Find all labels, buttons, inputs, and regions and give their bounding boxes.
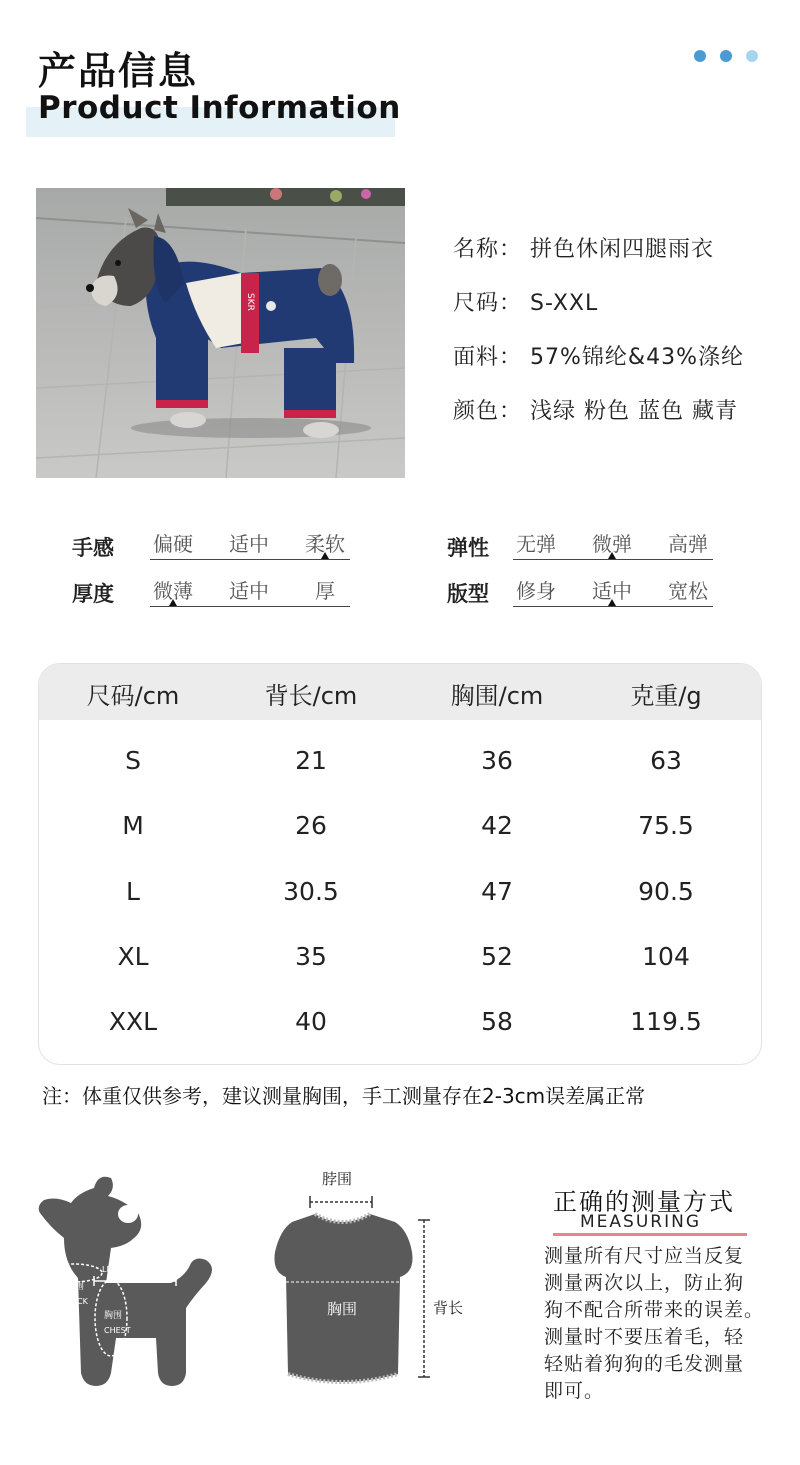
attr-elasticity-label: 弹性	[447, 536, 489, 560]
attr-option: 微薄	[153, 579, 193, 603]
table-cell: 40	[295, 1007, 327, 1036]
attr-selected-marker	[169, 599, 177, 606]
attr-scale-line	[513, 606, 713, 607]
table-cell: 47	[481, 877, 513, 906]
table-cell: 119.5	[630, 1007, 702, 1036]
table-cell: M	[122, 811, 144, 840]
table-cell: 42	[481, 811, 513, 840]
dog-chest-cn-label: 胸围	[104, 1311, 123, 1321]
table-cell: L	[126, 877, 140, 906]
table-cell: XL	[117, 942, 149, 971]
attr-option: 柔软	[305, 532, 345, 556]
table-cell: 90.5	[638, 877, 694, 906]
measuring-text-line: 测量两次以上，防止狗	[544, 1272, 745, 1294]
table-cell: 26	[295, 811, 327, 840]
dog-length-label: LENGTH背长	[102, 1265, 151, 1274]
info-label: 面料：	[453, 345, 523, 370]
measurement-note: 注：体重仅供参考，建议测量胸围，手工测量存在2-3cm误差属正常	[42, 1084, 646, 1108]
table-cell: S	[125, 746, 141, 775]
attr-selected-marker	[321, 552, 329, 559]
info-value: 浅绿 粉色 蓝色 藏青	[530, 399, 738, 424]
table-header-cell: 胸围/cm	[450, 682, 544, 710]
info-label: 颜色：	[453, 399, 523, 424]
info-value: 拼色休闲四腿雨衣	[530, 237, 715, 262]
measuring-text-line: 轻贴着狗狗的毛发测量	[544, 1353, 745, 1375]
attr-scale-line	[150, 606, 350, 607]
product-photo	[36, 188, 405, 478]
page-title: 产品信息	[38, 49, 199, 93]
info-label: 尺码：	[453, 291, 523, 316]
table-cell: 75.5	[638, 811, 694, 840]
table-cell: 30.5	[283, 877, 339, 906]
attr-fit-label: 版型	[447, 582, 489, 606]
info-color	[453, 394, 738, 425]
attr-option: 厚	[315, 579, 335, 603]
shirt-measure-diagram	[270, 1162, 500, 1392]
table-cell: 21	[295, 746, 327, 775]
table-cell: 36	[481, 746, 513, 775]
attr-option: 适中	[229, 579, 269, 603]
attr-thickness-label: 厚度	[72, 582, 114, 606]
table-header-cell: 背长/cm	[264, 682, 358, 710]
dog-raincoat-illustration	[36, 188, 405, 478]
attr-feel-label: 手感	[72, 536, 114, 560]
table-header-cell: 尺码/cm	[86, 682, 180, 710]
measuring-text-line: 狗不配合所带来的误差。	[544, 1299, 765, 1321]
info-material	[453, 340, 744, 371]
dog-neck-cn-label: 脖围	[66, 1282, 85, 1292]
info-value: 57%锦纶&43%涤纶	[530, 345, 744, 370]
page-subtitle: Product Information	[38, 90, 401, 126]
attr-option: 微弹	[592, 532, 632, 556]
attr-scale-line	[150, 559, 350, 560]
table-cell: 35	[295, 942, 327, 971]
info-size	[453, 286, 598, 317]
measuring-text-line: 即可。	[544, 1380, 605, 1402]
attr-option: 宽松	[668, 579, 708, 603]
table-cell: 63	[650, 746, 682, 775]
measuring-text-line: 测量所有尺寸应当反复	[544, 1245, 745, 1267]
info-label: 名称：	[453, 237, 523, 262]
attr-selected-marker	[608, 552, 616, 559]
attr-option: 适中	[592, 579, 632, 603]
decor-dot	[720, 50, 732, 62]
attr-option: 修身	[516, 579, 556, 603]
table-cell: 104	[642, 942, 690, 971]
measuring-title: 正确的测量方式	[553, 1188, 735, 1216]
decor-dot	[694, 50, 706, 62]
table-header-cell: 克重/g	[630, 682, 702, 710]
attr-selected-marker	[608, 599, 616, 606]
measuring-text-line: 测量时不要压着毛，轻	[544, 1326, 745, 1348]
table-cell: XXL	[108, 1007, 158, 1036]
dog-chest-en-label: CHEST	[104, 1326, 131, 1335]
dog-neck-en-label: NECK	[66, 1297, 88, 1306]
size-table	[38, 663, 762, 1065]
shirt-neck-label: 脖围	[322, 1170, 353, 1188]
attr-option: 高弹	[668, 532, 708, 556]
svg-text:SKR: SKR	[245, 293, 255, 311]
attr-option: 适中	[229, 532, 269, 556]
measuring-subtitle: MEASURING	[580, 1212, 701, 1232]
table-cell: 52	[481, 942, 513, 971]
dog-measure-diagram	[36, 1168, 221, 1393]
table-cell: 58	[481, 1007, 513, 1036]
info-value: S-XXL	[530, 291, 599, 316]
attr-scale-line	[513, 559, 713, 560]
shirt-length-label: 背长	[433, 1299, 464, 1317]
size-table-header	[39, 664, 761, 720]
measuring-underline	[553, 1233, 747, 1236]
attr-option: 偏硬	[153, 532, 193, 556]
decor-dot	[746, 50, 758, 62]
attr-option: 无弹	[516, 532, 556, 556]
info-name	[453, 232, 714, 263]
shirt-chest-label: 胸围	[327, 1300, 358, 1318]
